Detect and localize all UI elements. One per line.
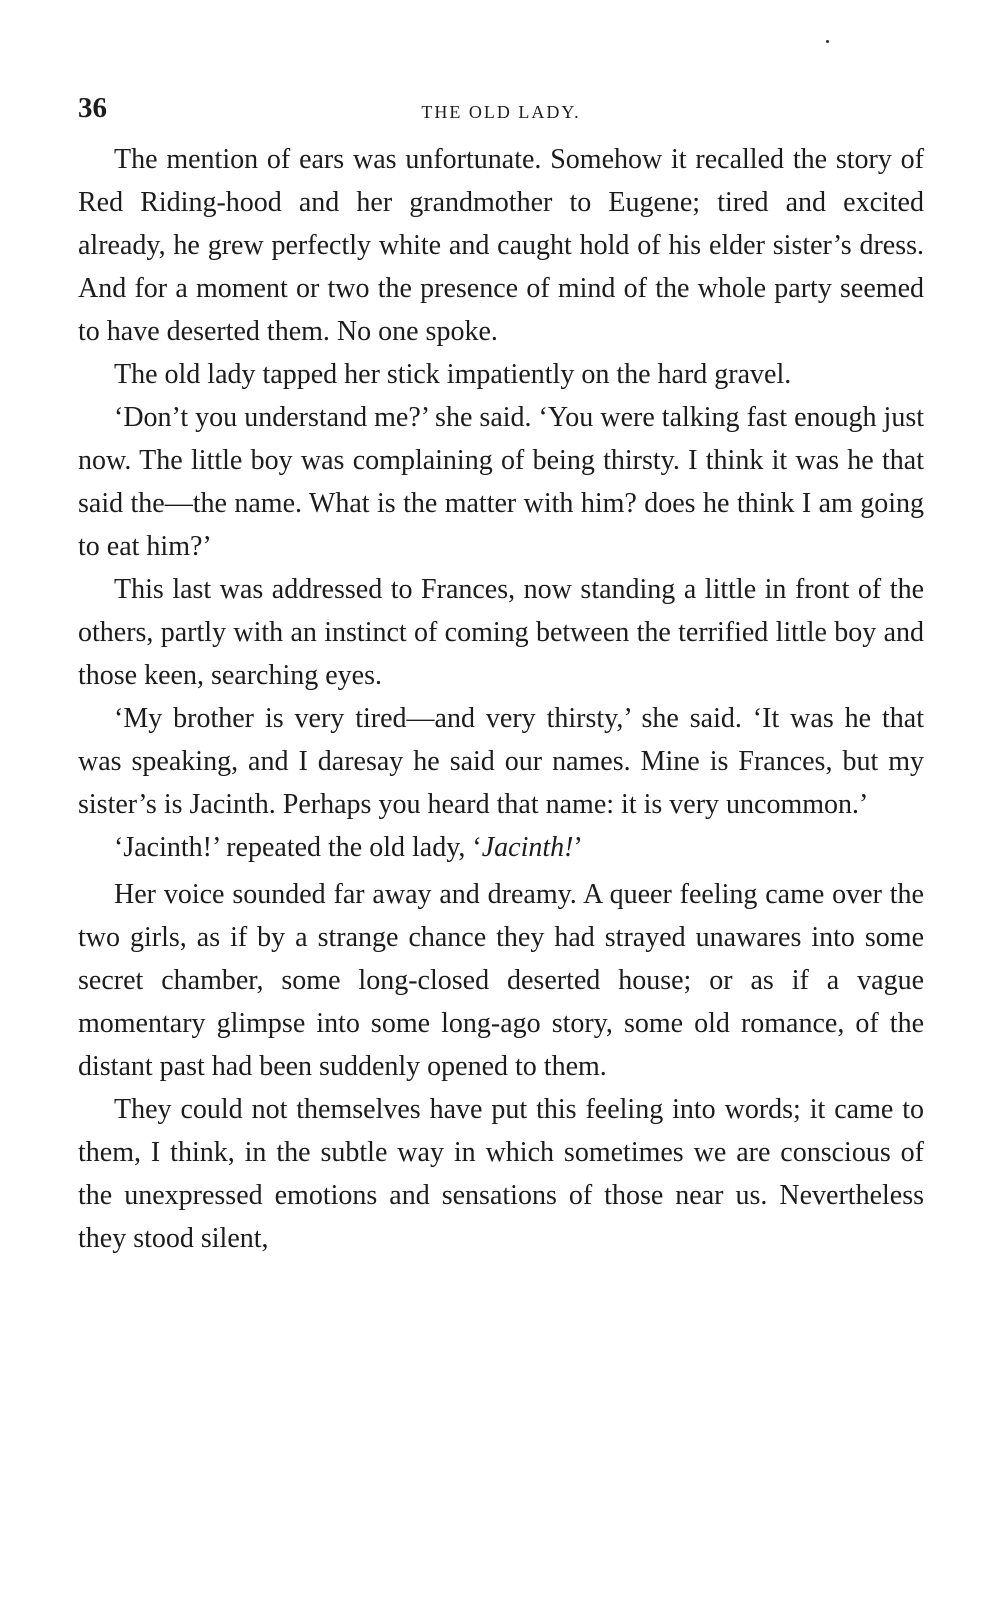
paragraph — [78, 396, 924, 568]
paragraph — [78, 568, 924, 697]
paragraph-text: ‘My brother is very tired—and very thirsty,’ she said. ‘It was he that was speaking, and I daresay he said our names. Mine is Frances, but my sister’s is Jacinth. Perhaps you heard that name: it is very uncommon.’ — [78, 703, 924, 820]
running-title: THE OLD LADY. — [421, 102, 581, 122]
paragraph-text: ‘Don’t you understand me?’ she said. ‘You were talking fast enough just now. The little boy was complaining of being thirsty. I think it was he that said the—the name. What is the matter with him? does he think I am going to eat him?’ — [78, 402, 924, 562]
paragraph — [78, 873, 924, 1088]
paragraph-text: The old lady tapped her stick impatiently on the hard gravel. — [114, 359, 792, 390]
paragraph-text: ’ — [573, 832, 583, 863]
paragraph — [78, 697, 924, 826]
paragraph-text: They could not themselves have put this feeling into words; it came to them, I think, in the subtle way in which sometimes we are conscious of the unexpressed emotions and sensations of those near us. Nevertheless they stood silent, — [78, 1094, 924, 1254]
page-header — [78, 88, 924, 128]
paragraph — [78, 138, 924, 353]
paragraph-text: The mention of ears was unfortunate. Somehow it recalled the story of Red Riding-hood and her grandmother to Eugene; tired and excited already, he grew perfectly white and caught hold of his elder sister’s dress. And for a moment or two the presence of mind of the whole party seemed to have deserted them. No one spoke. — [78, 144, 924, 347]
paragraph — [78, 1088, 924, 1260]
paragraph — [78, 353, 924, 396]
book-page — [78, 88, 924, 1260]
paragraph-text: Her voice sounded far away and dreamy. A queer feeling came over the two girls, as if by a strange chance they had strayed unawares into some secret chamber, some long-closed deserted house; or as if a vague momentary glimpse into some long-ago story, some old romance, of the distant past had been suddenly opened to them. — [78, 879, 924, 1082]
italic-text: Jacinth! — [481, 832, 574, 863]
paragraph-text: ‘Jacinth!’ repeated the old lady, ‘ — [114, 832, 482, 863]
body-text — [78, 138, 924, 1260]
print-speck — [826, 40, 829, 43]
paragraph-text: This last was addressed to Frances, now standing a little in front of the others, partly with an instinct of coming between the terrified little boy and those keen, searching eyes. — [78, 574, 924, 691]
paragraph — [78, 826, 924, 869]
page-number: 36 — [78, 92, 107, 124]
